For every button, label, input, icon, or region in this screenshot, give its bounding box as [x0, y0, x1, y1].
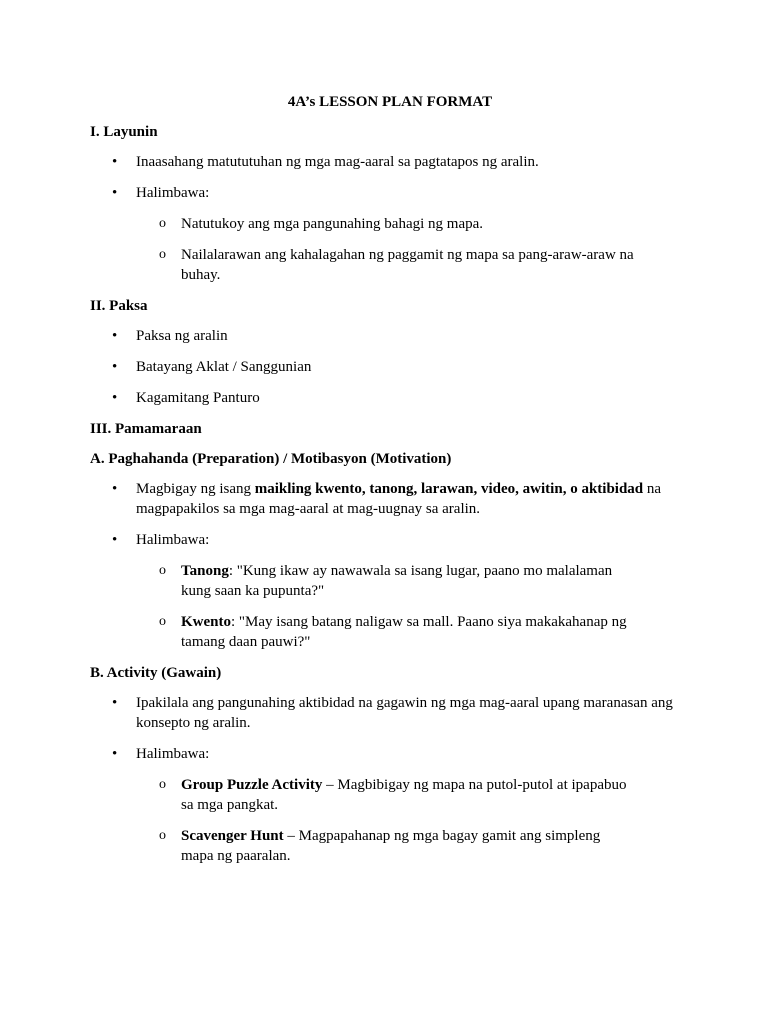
- list-item-text: Kagamitang Panturo: [136, 390, 260, 406]
- activity-sublist: [136, 775, 690, 866]
- bullet-icon: •: [112, 328, 118, 344]
- list-item-text: Halimbawa:: [136, 185, 210, 201]
- list-item-text: na magpapakilos sa mga mag-aaral at mag-uugnay sa aralin.: [136, 481, 662, 517]
- list-item-text: Inaasahang matututuhan ng mga mag-aaral sa pagtatapos ng aralin.: [136, 154, 539, 170]
- sublist-item: [136, 826, 636, 866]
- list-item: [90, 357, 690, 377]
- circle-bullet-icon: o: [159, 216, 166, 231]
- bullet-icon: •: [112, 390, 118, 406]
- paghahanda-list: [90, 479, 690, 652]
- sublist-item-bold-text: Group Puzzle Activity: [181, 777, 323, 793]
- list-item-text: Magbigay ng isang: [136, 481, 255, 497]
- sublist-item-text: Natutukoy ang mga pangunahing bahagi ng mapa.: [181, 216, 484, 232]
- sublist-item-bold-text: Scavenger Hunt: [181, 828, 284, 844]
- sublist-item-bold-text: Kwento: [181, 614, 231, 630]
- subsection-heading-paghahanda: A. Paghahanda (Preparation) / Motibasyon (Motivation): [90, 451, 452, 467]
- activity-list: [90, 693, 690, 866]
- list-item: [90, 326, 690, 346]
- paghahanda-sublist: [136, 561, 690, 652]
- section-heading-layunin: I. Layunin: [90, 124, 158, 140]
- sublist-item: [136, 245, 636, 285]
- list-item-text: Ipakilala ang pangunahing aktibidad na gagawin ng mga mag-aaral upang maranasan ang konsepto ng aralin.: [136, 695, 673, 731]
- section-heading-pamamaraan: III. Pamamaraan: [90, 421, 202, 437]
- bullet-icon: •: [112, 481, 118, 497]
- list-item-text: Halimbawa:: [136, 532, 210, 548]
- bullet-icon: •: [112, 185, 118, 201]
- circle-bullet-icon: o: [159, 563, 166, 578]
- list-item: [90, 183, 690, 285]
- sublist-item: [136, 214, 636, 234]
- list-item-text: Batayang Aklat / Sanggunian: [136, 359, 312, 375]
- sublist-item-text: Nailalarawan ang kahalagahan ng paggamit ng mapa sa pang-araw-araw na buhay.: [181, 247, 634, 283]
- section-heading-paksa: II. Paksa: [90, 298, 148, 314]
- sublist-item-text: – Magbibigay ng mapa na putol-putol at ipapabuo sa mga pangkat.: [181, 777, 627, 813]
- list-item-bold-text: maikling kwento, tanong, larawan, video, awitin, o aktibidad: [254, 481, 644, 497]
- layunin-sublist: [136, 214, 690, 285]
- sublist-item-text: : "Kung ikaw ay nawawala sa isang lugar, paano mo malalaman kung saan ka pupunta?": [181, 563, 613, 599]
- bullet-icon: •: [112, 695, 118, 711]
- bullet-icon: •: [112, 746, 118, 762]
- list-item: [90, 530, 690, 652]
- sublist-item-bold-text: Tanong: [181, 563, 229, 579]
- sublist-item: [136, 612, 636, 652]
- sublist-item-text: : "May isang batang naligaw sa mall. Paano siya makakahanap ng tamang daan pauwi?": [181, 614, 627, 650]
- list-item: [90, 693, 676, 733]
- subsection-heading-activity: B. Activity (Gawain): [90, 665, 222, 681]
- circle-bullet-icon: o: [159, 247, 166, 262]
- list-item-text: Paksa ng aralin: [136, 328, 228, 344]
- circle-bullet-icon: o: [159, 828, 166, 843]
- list-item: [90, 152, 690, 172]
- layunin-list: [90, 152, 690, 285]
- circle-bullet-icon: o: [159, 777, 166, 792]
- bullet-icon: •: [112, 532, 118, 548]
- bullet-icon: •: [112, 154, 118, 170]
- list-item-text: Halimbawa:: [136, 746, 210, 762]
- list-item: [90, 479, 676, 519]
- circle-bullet-icon: o: [159, 614, 166, 629]
- sublist-item-text: – Magpapahanap ng mga bagay gamit ang simpleng mapa ng paaralan.: [181, 828, 601, 864]
- list-item: [90, 388, 690, 408]
- paksa-list: [90, 326, 690, 408]
- sublist-item: [136, 775, 636, 815]
- document-title: 4A’s LESSON PLAN FORMAT: [287, 94, 493, 110]
- sublist-item: [136, 561, 636, 601]
- document-page: [90, 92, 690, 877]
- bullet-icon: •: [112, 359, 118, 375]
- list-item: [90, 744, 690, 866]
